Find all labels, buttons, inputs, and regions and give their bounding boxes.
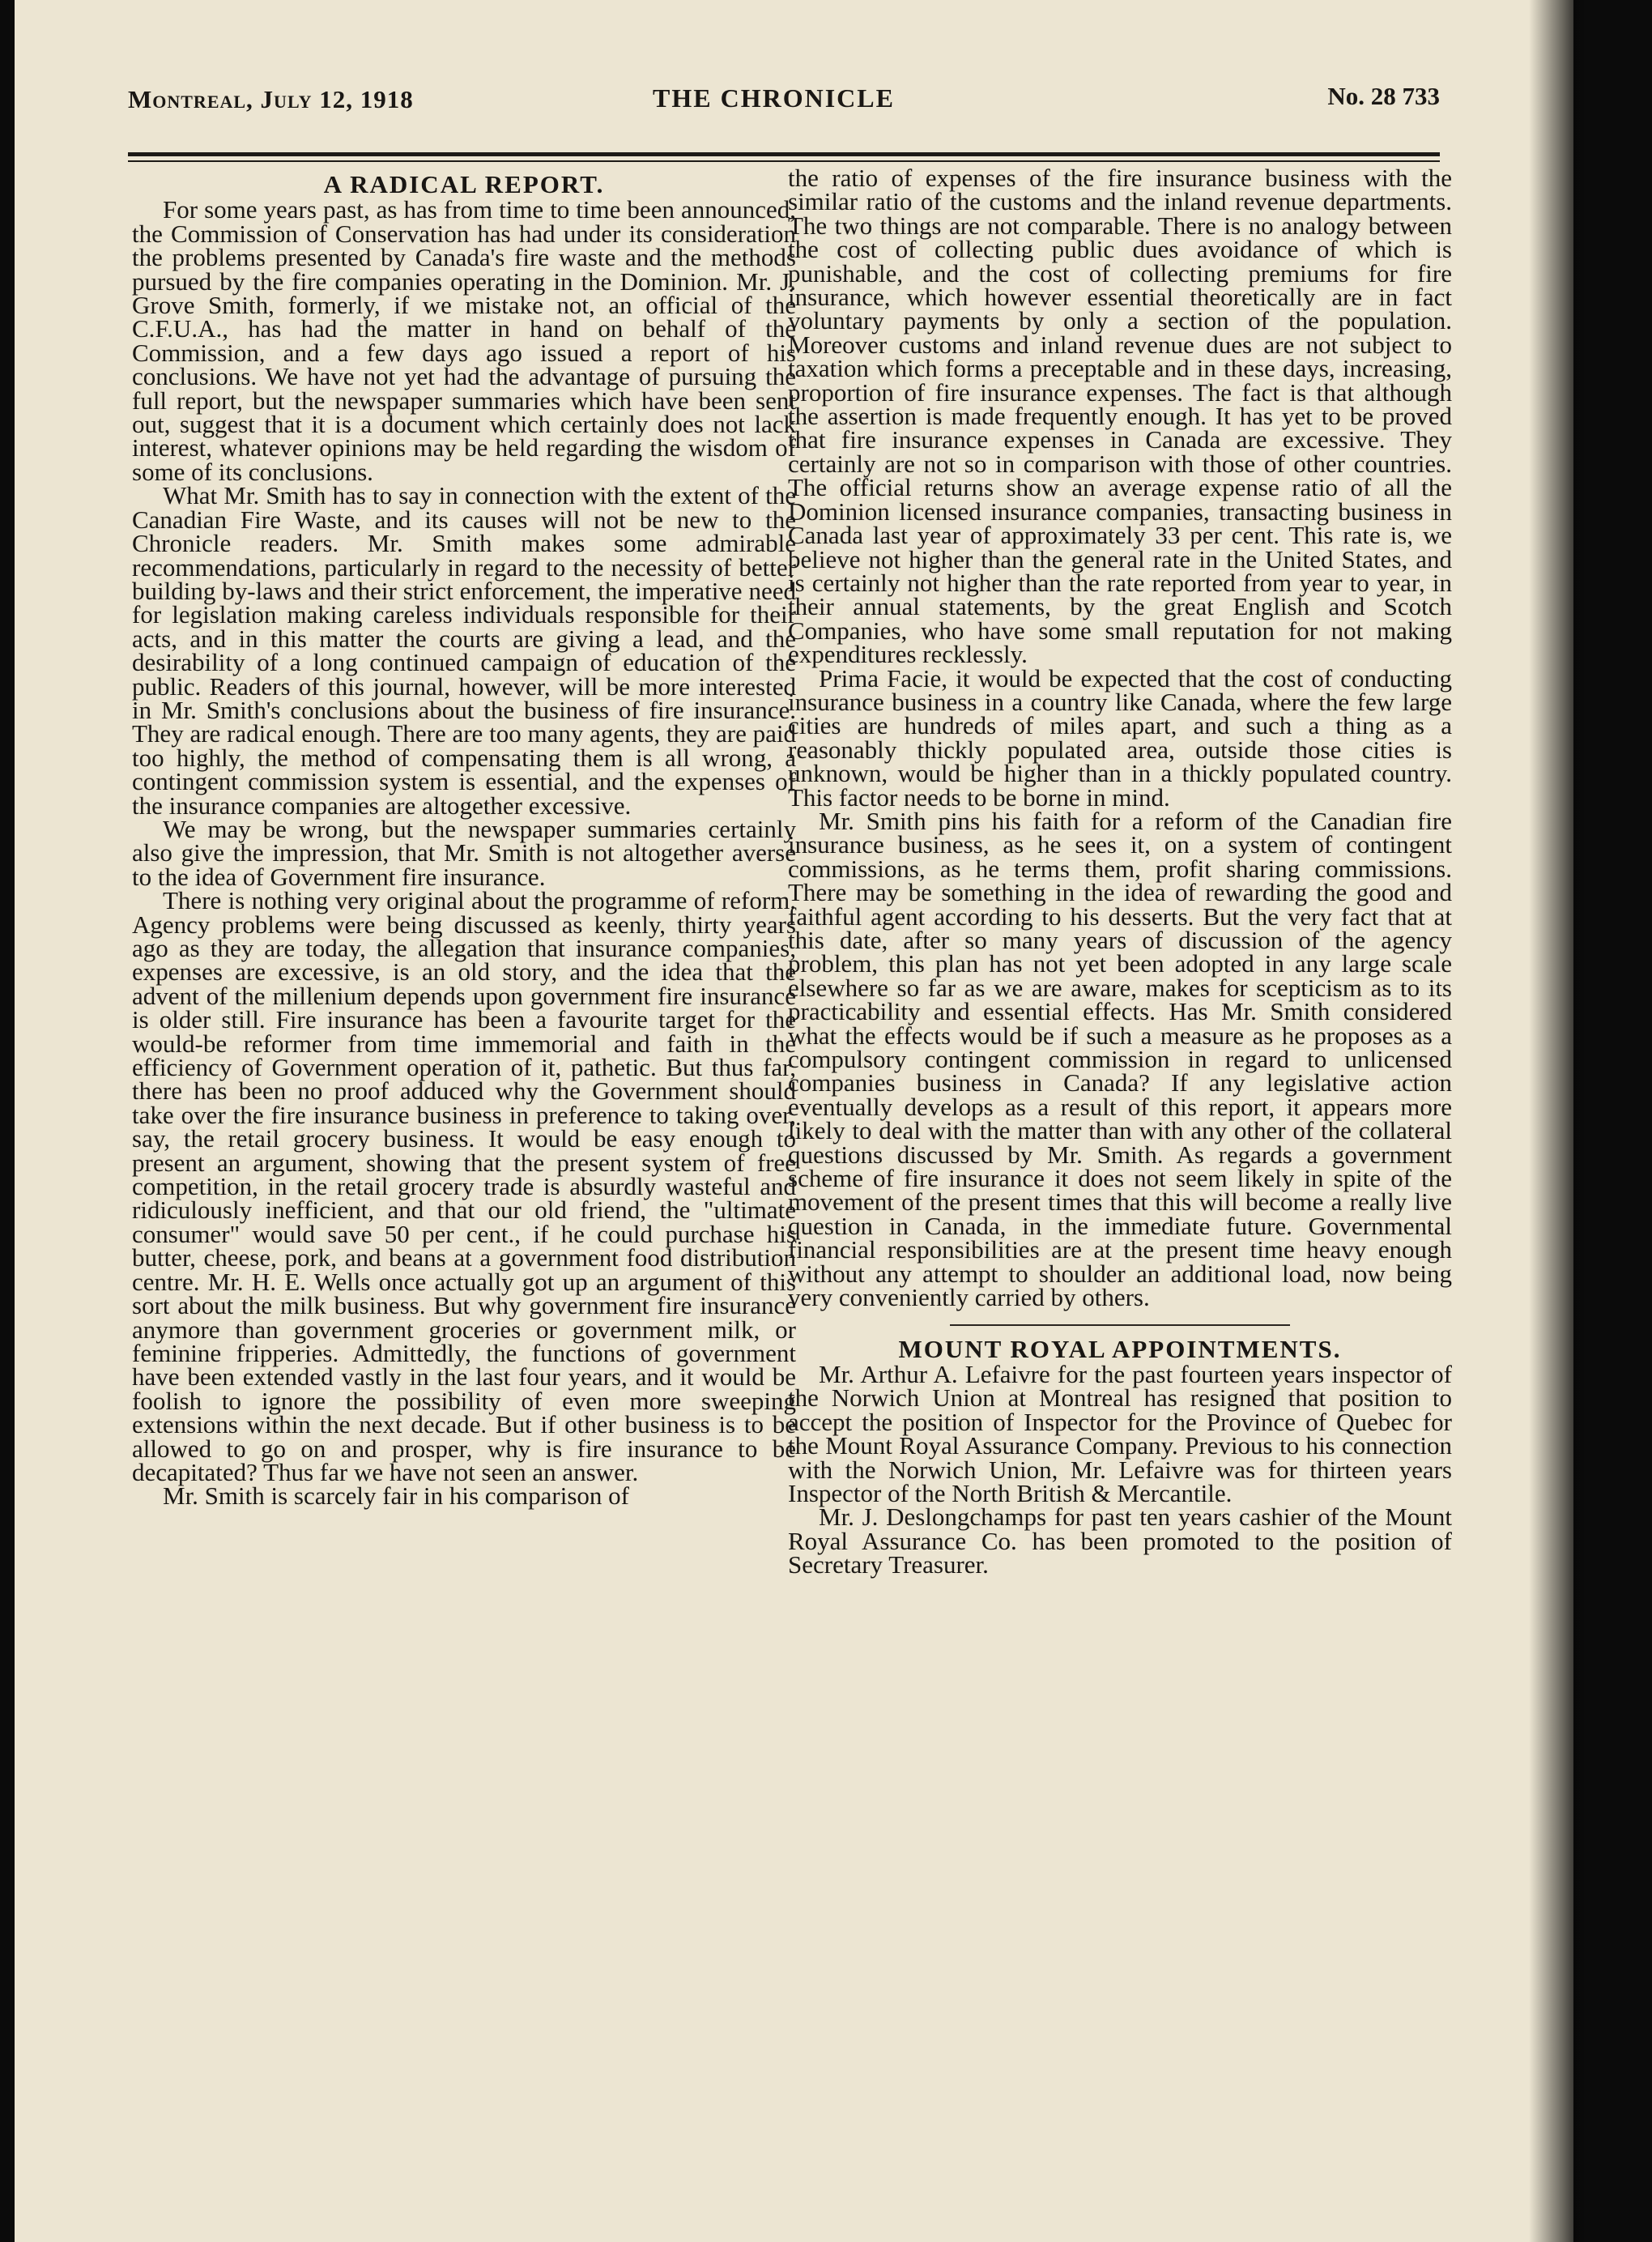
article-separator-rule [950,1324,1290,1326]
paragraph-continuation: the ratio of expenses of the fire insurance business with the similar ratio of the customs and the inland revenue departments. The two things are not comparable. There is no analogy between the cost of collecting public dues avoidance of which is punishable, and the cost of collecting premiums for fire insurance, which however essential theoretically are in fact voluntary payments by only a section of the population. Moreover customs and inland revenue dues are not subject to taxation which forms a preceptable and in these days, increasing, proportion of fire insurance expenses. The fact is that although the assertion is made frequently enough. It has yet to be proved that fire insurance expenses in Canada are excessive. They certainly are not so in comparison with those of other countries. The official returns show an average expense ratio of all the Dominion licensed insurance companies, transacting business in Canada last year of approximately 33 per cent. This rate is, we believe not higher than the general rate in the United States, and is certainly not higher than the rate reported from year to year, in their annual statements, by the great English and Scotch Companies, who have some small reputation for not making expenditures recklessly. [788,164,1452,669]
header-dateline: Montreal, July 12, 1918 [128,85,414,113]
right-column [788,166,1452,1577]
paragraph: Mr. Arthur A. Lefaivre for the past fourteen years inspector of the Norwich Union at Montreal has resigned that position to accept the position of Inspector for the Province of Quebec for the Mount Royal Assurance Company. Previous to his connection with the Norwich Union, Mr. Lefaivre was for thirteen years Inspector of the North British & Mercantile. [788,1359,1452,1507]
header-rule-thin [128,160,1440,162]
left-column [132,166,796,1511]
paragraph: We may be wrong, but the newspaper summaries certainly also give the impression, that Mr. Smith is not altogether averse to the idea of Government fire insurance. [132,814,796,891]
header-publication-title: THE CHRONICLE [653,83,895,113]
page-sheet [15,0,1573,2242]
header-rule-thick [128,152,1440,156]
paragraph: Mr. Smith pins his faith for a reform of the Canadian fire insurance business, as he sees it, on a system of contingent commissions, as he terms them, profit sharing commissions. There may be something in the idea of rewarding the good and faithful agent according to his desserts. But the very fact that at this date, after so many years of discussion of the agency problem, this plan has not yet been adopted in any large scale elsewhere so far as we are aware, makes for scepticism as to its practicability and essential effects. Has Mr. Smith considered what the effects would be if such a measure as he proposes as a compulsory contingent commission in regard to unlicensed companies business in Canada? If any legislative action eventually develops as a result of this report, it appears more likely to deal with the matter than with any other of the collateral questions discussed by Mr. Smith. As regards a government scheme of fire insurance it does not seem likely in spite of the movement of the present times that this will become a really live question in Canada, in the immediate future. Governmental financial responsibilities are at the present time heavy enough without any attempt to shoulder an additional load, now being very conveniently carried by others. [788,806,1452,1312]
binding-shadow [1529,0,1586,2242]
article-title-radical-report: A RADICAL REPORT. [323,170,605,198]
article-title-mount-royal-appointments: MOUNT ROYAL APPOINTMENTS. [898,1334,1342,1363]
paragraph: Prima Facie, it would be expected that the cost of conducting insurance business in a country like Canada, where the few large cities are hundreds of miles apart, and such a thing as a reasonably thickly populated area, outside those cities is unknown, would be higher than in a thickly populated country. This factor needs to be borne in mind. [788,663,1452,812]
running-header [108,77,1440,126]
paragraph: There is nothing very original about the programme of reform. Agency problems were being discussed as keenly, thirty years ago as they are today, the allegation that insurance companies, expenses are excessive, is an old story, and the idea that the advent of the millenium depends upon government fire insurance is older still. Fire insurance has been a favourite target for the would-be reformer from time immemorial and faith in the efficiency of Government operation of it, pathetic. But thus far, there has been no proof adduced why the Government should take over the fire insurance business in preference to taking over, say, the retail grocery business. It would be easy enough to present an argument, showing that the present system of free competition, in the retail grocery trade is absurdly wasteful and ridiculously inefficient, and that our old friend, the "ultimate consumer" would save 50 per cent., if he could purchase his butter, cheese, pork, and beans at a government food distribution centre. Mr. H. E. Wells once actually got up an argument of this sort about the milk business. But why government fire insurance anymore than government groceries or government milk, or feminine fripperies. Admittedly, the functions of government have been extended vastly in the last four years, and it would be foolish to ignore the possibility of even more sweeping extensions within the next decade. But if other business is to be allowed to go on and prosper, why is fire insurance to be decapitated? Thus far we have not seen an answer. [132,886,796,1486]
paragraph: Mr. J. Deslongchamps for past ten years cashier of the Mount Royal Assurance Co. has been promoted to the position of Secretary Treasurer. [788,1502,1452,1579]
paragraph: What Mr. Smith has to say in connection with the extent of the Canadian Fire Waste, and its causes will not be new to the Chronicle readers. Mr. Smith makes some admirable recommendations, particularly in regard to the necessity of better building by-laws and their strict enforcement, the imperative need for legislation making careless individuals responsible for their acts, and in this matter the courts are giving a lead, and the desirability of a long continued campaign of education of the public. Readers of this journal, however, will be more interested in Mr. Smith's conclusions about the business of fire insurance. They are radical enough. There are too many agents, they are paid too highly, the method of compensating them is all wrong, a contingent commission system is essential, and the expenses of the insurance companies are altogether excessive. [132,481,796,820]
paragraph: For some years past, as has from time to time been announced, the Commission of Conservation has had under its consideration the problems presented by Canada's fire waste and the methods pursued by the fire companies operating in the Dominion. Mr. J. Grove Smith, formerly, if we mistake not, an official of the C.F.U.A., has had the matter in hand on behalf of the Commission, and a few days ago issued a report of his conclusions. We have not yet had the advantage of pursuing the full report, but the newspaper summaries which have been sent out, suggest that it is a document which certainly does not lack interest, whatever opinions may be held regarding the wisdom of some of its conclusions. [132,195,796,486]
paragraph: Mr. Smith is scarcely fair in his comparison of [163,1481,629,1511]
header-issue-page-number: No. 28 733 [1327,82,1440,110]
